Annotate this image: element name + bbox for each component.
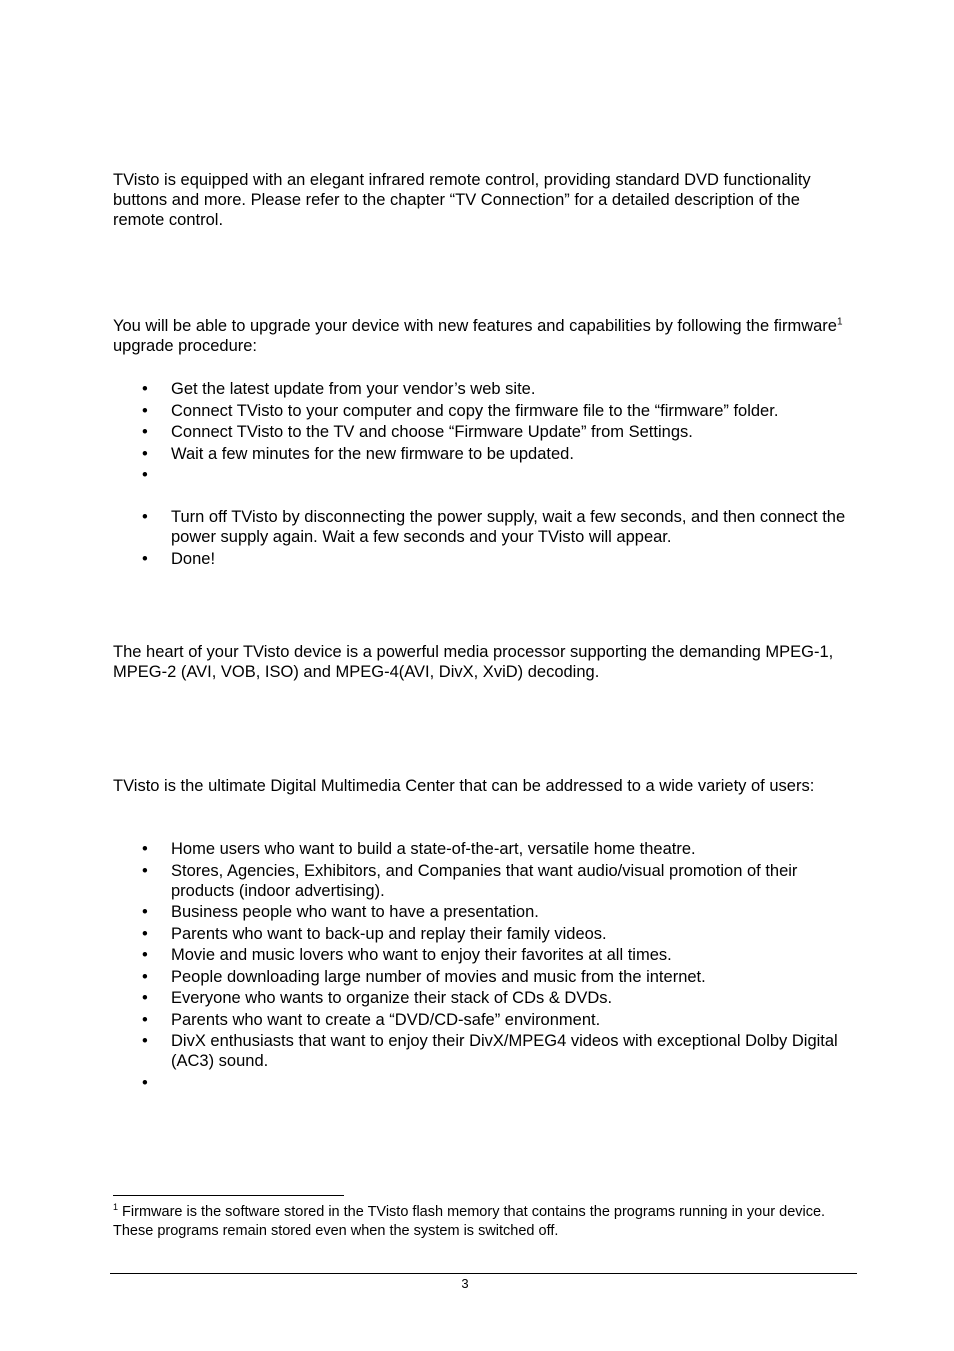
list-item [113, 988, 853, 1008]
bullet-icon: • [142, 840, 148, 858]
list-item [113, 1010, 853, 1030]
list-item [113, 401, 853, 421]
footnote-divider [113, 1195, 344, 1196]
list-item [113, 924, 853, 944]
bullet-icon: • [142, 861, 148, 880]
bullet-icon: • [142, 508, 148, 526]
processor-paragraph: The heart of your TVisto device is a powerful media processor supporting the demanding MPEG-1, MPEG-2 (AVI, VOB, ISO) and MPEG-4(AVI, DivX, XviD) decoding. [113, 643, 834, 681]
bullet-icon: • [142, 401, 148, 420]
bullet-icon: • [142, 1073, 148, 1092]
list-item [113, 444, 853, 464]
firmware-steps-list [113, 379, 853, 570]
list-item-text: Home users who want to build a state-of-the-art, versatile home theatre. [171, 840, 696, 858]
list-item [113, 967, 853, 987]
bullet-icon: • [142, 967, 148, 986]
firmware-intro-text: You will be able to upgrade your device with new features and capabilities by following the firmware [113, 317, 837, 335]
list-item [113, 861, 853, 901]
list-item-text: Get the latest update from your vendor’s web site. [171, 380, 536, 398]
list-item-text: Stores, Agencies, Exhibitors, and Companies that want audio/visual promotion of their products (indoor advertising). [171, 861, 798, 900]
firmware-intro-paragraph [113, 316, 853, 356]
users-list [113, 839, 853, 1094]
footnote [113, 1203, 858, 1241]
list-item [113, 465, 853, 485]
footnote-ref: 1 [836, 316, 843, 328]
bullet-icon: • [142, 903, 148, 921]
list-item [113, 1073, 853, 1093]
bullet-icon: • [142, 946, 148, 964]
page-footer-divider [110, 1273, 857, 1274]
footnote-number: 1 [113, 1202, 119, 1213]
firmware-intro-tail: upgrade procedure: [113, 337, 258, 355]
list-item [113, 549, 853, 569]
bullet-icon: • [142, 466, 148, 484]
list-item-text: Done! [171, 549, 216, 568]
users-intro-paragraph: TVisto is the ultimate Digital Multimedia Center that can be addressed to a wide variety of users: [113, 777, 815, 795]
list-item-text: DivX enthusiasts that want to enjoy their DivX/MPEG4 videos with exceptional Dolby Digital (AC3) sound. [171, 1032, 838, 1070]
bullet-icon: • [142, 444, 148, 463]
list-item [113, 379, 853, 399]
list-item [113, 422, 853, 442]
list-item-text: Everyone who wants to organize their stack of CDs & DVDs. [171, 989, 613, 1007]
list-item [113, 507, 853, 547]
list-item-text: People downloading large number of movies and music from the internet. [171, 967, 706, 986]
bullet-icon: • [142, 1010, 148, 1029]
footnote-text: Firmware is the software stored in the TVisto flash memory that contains the programs running in your device. These programs remain stored even when the system is switched off. [113, 1204, 826, 1239]
list-item-text: Parents who want to create a “DVD/CD-safe” environment. [171, 1010, 601, 1029]
list-item-text: Turn off TVisto by disconnecting the power supply, wait a few seconds, and then connect the power supply again. Wait a few seconds and your TVisto will appear. [171, 508, 846, 546]
remote-control-paragraph: TVisto is equipped with an elegant infrared remote control, providing standard DVD functionality buttons and more. Please refer to the chapter “TV Connection” for a detailed description of the remote control. [113, 171, 811, 229]
list-item [113, 945, 853, 965]
list-item-text: Business people who want to have a presentation. [171, 903, 539, 921]
list-item-text: Movie and music lovers who want to enjoy their favorites at all times. [171, 946, 672, 964]
list-item-text: Connect TVisto to the TV and choose “Firmware Update” from Settings. [171, 423, 693, 441]
bullet-icon: • [142, 924, 148, 943]
bullet-icon: • [142, 989, 148, 1007]
list-item [113, 839, 853, 859]
list-item [113, 1031, 853, 1071]
list-item-text: Connect TVisto to your computer and copy the firmware file to the “firmware” folder. [171, 401, 779, 420]
list-item [113, 902, 853, 922]
page-number: 3 [461, 1276, 469, 1291]
bullet-icon: • [142, 549, 148, 568]
bullet-icon: • [142, 423, 148, 441]
list-item-text: Parents who want to back-up and replay their family videos. [171, 924, 607, 943]
bullet-icon: • [142, 380, 148, 398]
list-item-text: Wait a few minutes for the new firmware to be updated. [171, 444, 574, 463]
bullet-icon: • [142, 1032, 148, 1050]
